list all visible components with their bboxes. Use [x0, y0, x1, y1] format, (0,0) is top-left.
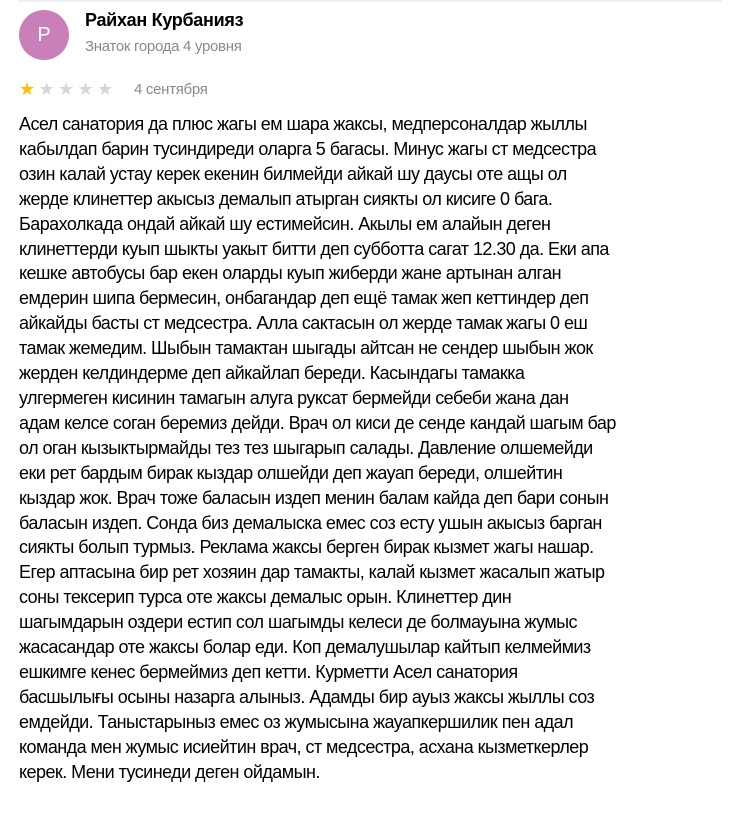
- rating-stars: [19, 79, 117, 99]
- review-text-line: кыздар жок. Врач тоже баласын издеп менин балам кайда деп бари сонын: [19, 487, 609, 508]
- review-text-line: команда мен жумыс исиейтин врач, ст медсестра, асхана кызметкерлер: [19, 736, 589, 757]
- review-text-line: адам келсе соган беремиз дейди. Врач ол киси де сенде кандай шагым бар: [19, 412, 616, 433]
- review-text-line: еки рет бардым бирак кыздар олшейди деп жауап береди, олшейтин: [19, 462, 563, 483]
- review-text-line: кабылдап барин тусиндиреди оларга 5 багасы. Минус жагы ст медсестра: [19, 138, 597, 159]
- star-empty-icon: ★: [38, 79, 55, 99]
- review-text-line: жасасандар оте жаксы болар еди. Коп демалушылар кайтып келмеймиз: [19, 637, 591, 658]
- review-text-line: Асел санатория да плюс жагы ем шара жаксы, медперсоналдар жыллы: [19, 114, 587, 134]
- review-text: [19, 112, 616, 784]
- divider: [18, 0, 722, 2]
- author-name[interactable]: Райхан Курбанияз: [85, 10, 244, 30]
- avatar-letter: Р: [37, 23, 51, 46]
- review-text-line: ешкимге кенес бермеймиз деп кетти. Курметти Асел санатория: [19, 661, 518, 682]
- review-text-line: жерде клинеттер акысыз демалып атырган сиякты ол кисиге 0 бага.: [19, 188, 553, 209]
- review-text-line: емдерин шипа бермесин, онбагандар деп ещё тамак жеп кеттиндер деп: [19, 288, 589, 309]
- review-text-line: сиякты болып турмыз. Реклама жаксы берген бирак кызмет жагы нашар.: [19, 537, 594, 558]
- review-text-line: керек. Мени тусинеди деген ойдамын.: [19, 761, 320, 782]
- review-text-line: кешке автобусы бар екен оларды куып жиберди жане артынан алган: [19, 263, 561, 284]
- review-text-line: емдейди. Таныстарыныз емес оз жумысына жауапкершилик пен адал: [19, 711, 574, 732]
- review-text-line: баласын издеп. Сонда биз демалыска емес соз есту ушын акысыз барган: [19, 512, 602, 533]
- review-text-line: Егер аптасына бир рет хозяин дар тамакты, калай кызмет жасалып жатыр: [19, 562, 605, 583]
- review-text-line: Барахолкада ондай айкай шу естимейсин. Акылы ем алайын деген: [19, 213, 551, 234]
- star-empty-icon: ★: [77, 79, 94, 99]
- review-text-line: ол оган кызыктырмайды тез тез шыгарып салады. Давление олшемейди: [19, 437, 593, 458]
- review-text-line: басшылығы осыны назарга алыныз. Адамды бир ауыз жаксы жыллы соз: [19, 686, 595, 707]
- review-date: 4 сентября: [134, 81, 208, 98]
- star-empty-icon: ★: [97, 79, 114, 99]
- review-text-line: улгермеген кисинин тамагын алуга руксат бермейди себеби жана дан: [19, 387, 569, 408]
- review-text-line: тамак жемедим. Шыбын тамактан шыгады айтсан не сендер шыбын жок: [19, 338, 593, 359]
- review-text-line: соны тексерип турса оте жаксы демалыс орын. Клинеттер дин: [19, 587, 512, 608]
- review-text-line: жерден келдиндерме деп айкайлап береди. Касындагы тамакка: [19, 363, 525, 384]
- avatar[interactable]: [19, 10, 69, 60]
- star-empty-icon: ★: [58, 79, 75, 99]
- review-text-line: озин калай устау керек екенин билмейди айкай шу даусы оте ащы ол: [19, 163, 567, 184]
- review-text-line: клинеттерди куып шыкты уакыт битти деп субботта сагат 12.30 да. Еки апа: [19, 238, 609, 259]
- review-text-line: айкайды басты ст медсестра. Алла сактасын ол жерде тамак жагы 0 еш: [19, 313, 588, 334]
- author-level: Знаток города 4 уровня: [85, 38, 242, 55]
- star-filled-icon: ★: [19, 79, 36, 99]
- review-text-line: шагымдарын оздери естип сол шагымды келеси де болмауына жумыс: [19, 612, 578, 633]
